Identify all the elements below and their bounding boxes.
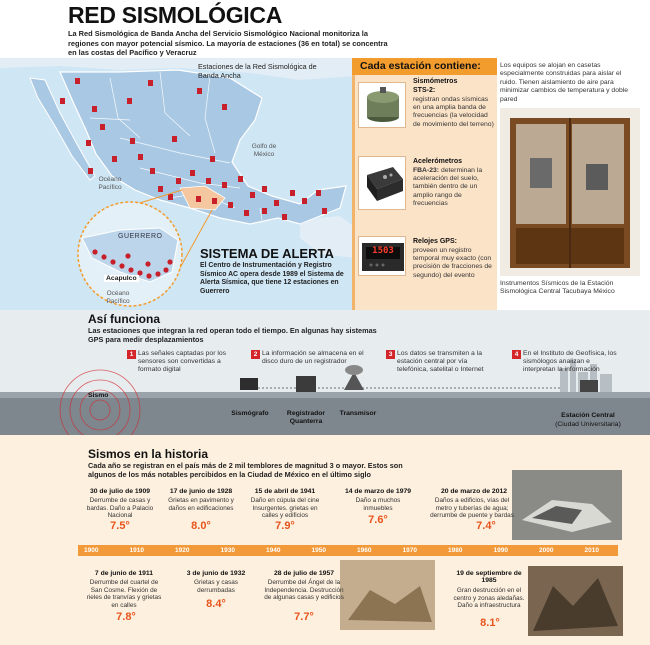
event-1957-desc: Derrumbe del Ángel de la Independencia. Destrucción de algunas casas y edificios	[264, 579, 344, 602]
event-1911-desc: Derrumbe del cuartel de San Cosme. Flexión de rieles de tranvías y grietas en calles	[86, 579, 162, 609]
event-1928-desc: Grietas en pavimento y daños en edificaciones	[168, 497, 234, 512]
step-4-text: En el Instituto de Geofísica, los sismólogos analizan e interpretan la información	[523, 350, 617, 374]
event-1932-date: 3 de junio de 1932	[186, 570, 246, 577]
event-1985-desc: Gran destrucción en el centro y zonas aledañas. Daño a infraestructura	[453, 587, 525, 610]
how-title: Así funciona	[88, 312, 161, 326]
event-1957-date: 28 de julio de 1957	[273, 570, 335, 577]
alert-text: El Centro de Instrumentación y Registro Sísmico AC opera desde 1989 el Sistema de Alerta Sísmica, que tiene 12 estaciones en Guerrero	[200, 262, 344, 295]
timeline-year: 2010	[584, 547, 599, 554]
timeline-year: 2000	[539, 547, 554, 554]
pacific-label: Océano Pacífico	[98, 176, 122, 191]
step-4-number: 4	[512, 350, 521, 359]
sismo-label: Sismo	[88, 392, 109, 399]
cabinet-illustration	[500, 108, 640, 276]
transmisor-label: Transmisor	[339, 410, 377, 417]
seismometer-image	[358, 82, 406, 128]
sismografo-label: Sismógrafo	[231, 410, 269, 417]
timeline-year: 1900	[84, 547, 99, 554]
event-1928-date: 17 de junio de 1928	[169, 488, 233, 495]
timeline-year: 1950	[311, 547, 326, 554]
event-1932-desc: Grietas y casas derrumbadas	[193, 579, 239, 594]
event-1985-date: 19 de septiembre de 1985	[456, 570, 522, 584]
earthquake-photo-1985	[528, 566, 623, 636]
event-1909-mag: 7.5°	[110, 520, 130, 532]
event-1957-mag: 7.7°	[294, 611, 314, 623]
event-1932-mag: 8.4°	[206, 598, 226, 610]
event-1985-mag: 8.1°	[480, 617, 500, 629]
guerrero-label: GUERRERO	[118, 233, 163, 240]
event-1928-mag: 8.0°	[191, 520, 211, 532]
earthquake-photo-2012	[512, 470, 622, 540]
registrador-label: Registrador Quanterra	[286, 410, 326, 425]
step-3-number: 3	[386, 350, 395, 359]
event-1979-date: 14 de marzo de 1979	[344, 488, 412, 495]
accelerometer-model: FBA-23:	[413, 167, 440, 174]
map-caption: Estaciones de la Red Sismológica de Banda Ancha	[198, 62, 317, 80]
event-1941-date: 15 de abril de 1941	[254, 488, 316, 495]
gulf-label: Golfo de México	[251, 143, 277, 158]
stations-heading: Cada estación contiene:	[352, 58, 497, 75]
cabinet-note: Los equipos se alojan en casetas especialmente construidas para aislar el ruido. Tienen aislamiento de aire para minimizar cambios de temperatura y doble pared	[500, 62, 629, 103]
seismometer-icon	[359, 83, 407, 129]
gps-clock-text: proveen un registro temporal muy exacto (con precisión de fracciones de segundo) del evento	[413, 247, 492, 279]
seismometer-title: Sismómetros	[413, 78, 458, 85]
step-1-text: Las señales captadas por los sensores son convertidas a formato digital	[138, 350, 227, 374]
estacion-central-sub: (Ciudad Universitaria)	[555, 421, 621, 428]
rubble-illustration	[340, 560, 435, 630]
accelerometer-icon	[359, 157, 407, 211]
earthquake-photo-1957	[340, 560, 435, 630]
acapulco-label: Acapulco	[106, 275, 137, 282]
step-1-number: 1	[127, 350, 136, 359]
collapsed-building-illustration	[528, 566, 623, 636]
accelerometer-title: Acelerómetros	[413, 158, 463, 165]
gps-clock-display: 1503	[372, 246, 394, 256]
timeline-year: 1990	[493, 547, 508, 554]
event-1911-mag: 7.8°	[116, 611, 136, 623]
how-subtitle: Las estaciones que integran la red operan todo el tiempo. En algunas hay sistemas GPS para medir desplazamientos	[88, 326, 377, 345]
timeline-year: 1970	[402, 547, 417, 554]
history-title: Sismos en la historia	[88, 447, 209, 461]
cabinet-caption: Instrumentos Sísmicos de la Estación Sismológica Central Tacubaya México	[500, 280, 615, 296]
event-1911-date: 7 de junio de 1911	[94, 570, 154, 577]
seismometer-model: STS-2:	[413, 87, 436, 94]
timeline-year: 1960	[357, 547, 372, 554]
estacion-central-label: Estación Central	[561, 412, 615, 419]
event-1941-mag: 7.9°	[275, 520, 295, 532]
timeline-year: 1940	[266, 547, 281, 554]
event-2012-date: 20 de marzo de 2012	[440, 488, 508, 495]
timeline-year: 1920	[175, 547, 190, 554]
accelerometer-image	[358, 156, 406, 210]
accelerometer-desc	[413, 167, 497, 208]
history-subtitle: Cada año se registran en el país más de 2 mil temblores de magnitud 3 o mayor. Estos son algunos de los más notables percibidos en la Ciudad de México en el último siglo	[88, 461, 403, 480]
cabinet-photo	[500, 108, 640, 276]
damaged-car-illustration	[512, 470, 622, 540]
step-2-number: 2	[251, 350, 260, 359]
seismometer-text: registran ondas sísmicas en una amplia banda de frecuencias (la velocidad de movimiento del terreno)	[413, 96, 494, 128]
accelerometer-text: determinan la aceleración del suelo, también dentro de un amplio rango de frecuencias	[413, 167, 483, 207]
event-1941-desc: Daño en cúpula del cine Insurgentes. grietas en calles y edificios	[250, 497, 320, 520]
timeline-year: 1910	[129, 547, 144, 554]
event-1909-date: 30 de julio de 1909	[89, 488, 151, 495]
gps-clock-image	[358, 236, 406, 276]
alert-title: SISTEMA DE ALERTA	[200, 246, 334, 261]
gps-clock-title: Relojes GPS:	[413, 238, 457, 245]
step-3-text: Los datos se transmiten a la estación central por vía telefónica, satelital o Internet	[397, 350, 484, 374]
event-1979-desc: Daño a muchos inmuebles	[355, 497, 401, 512]
gps-clock-icon	[359, 237, 407, 277]
event-1979-mag: 7.6°	[368, 514, 388, 526]
timeline-bar	[78, 545, 618, 556]
intro-text: La Red Sismológica de Banda Ancha del Servicio Sismológico Nacional monitoriza la regiones con mayor potencial sísmico. La mayoría de estaciones (36 en total) se concentra en las costas del Pacífico y Veracruz	[68, 29, 388, 58]
event-1909-desc: Derrumbe de casas y bardas. Daño a Palacio Nacional	[86, 497, 154, 520]
timeline-year: 1980	[448, 547, 463, 554]
page-title: RED SISMOLÓGICA	[68, 2, 283, 28]
event-2012-mag: 7.4°	[476, 520, 496, 532]
pacific-label-zoom: Océano Pacífico	[106, 290, 130, 305]
event-2012-desc: Daños a edificios, vías del metro y tuberías de agua; derrumbe de puente y bardas	[430, 497, 514, 520]
step-2-text: La información se almacena en el disco duro de un registrador	[262, 350, 364, 366]
timeline-year: 1930	[220, 547, 235, 554]
